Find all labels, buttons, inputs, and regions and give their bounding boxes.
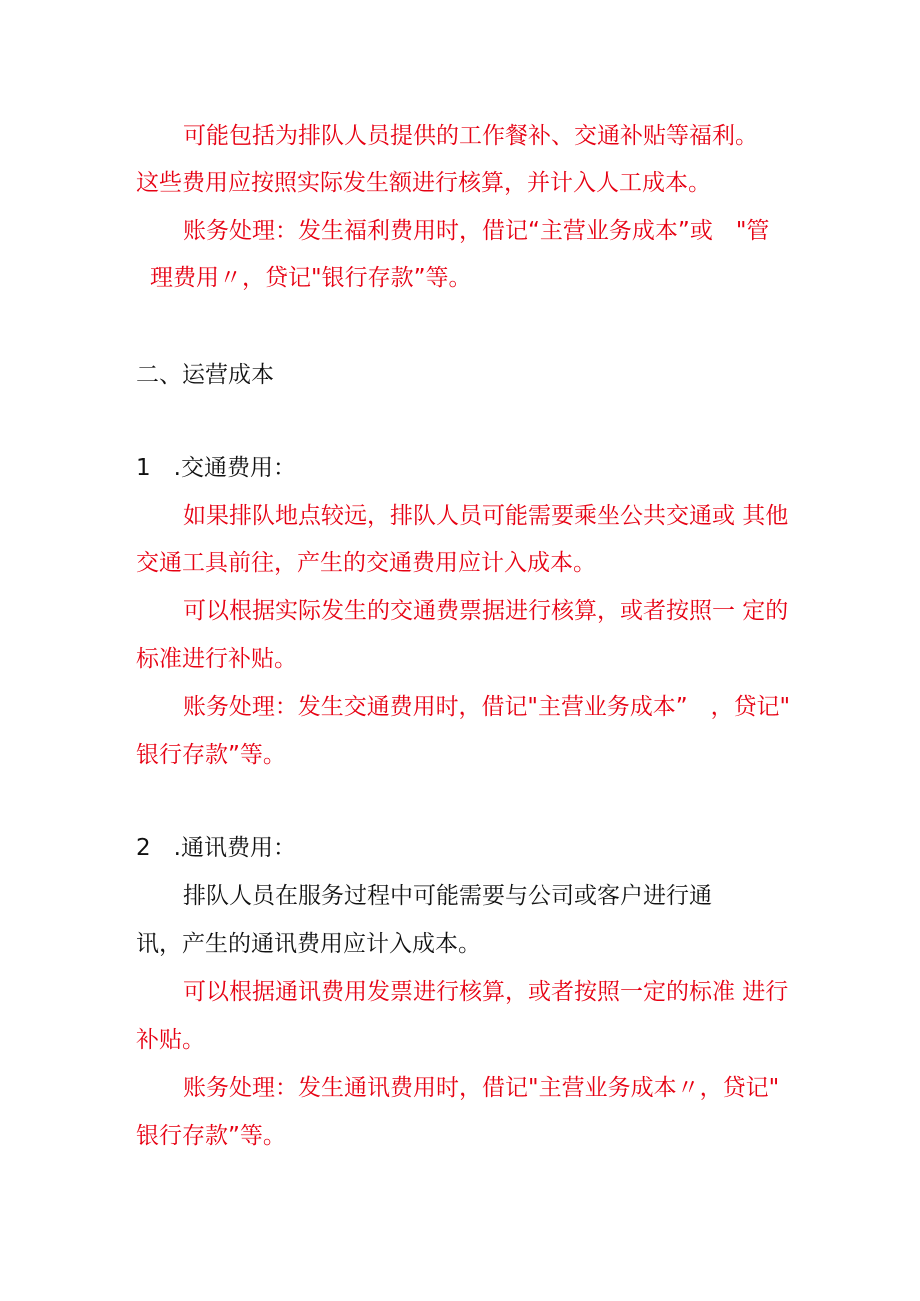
subsection-heading-communication: 2 .通讯费用： <box>136 835 296 861</box>
transport-accounting-line-2: 银行存款”等。 <box>136 742 286 768</box>
transport-desc-line-1: 如果排队地点较远，排队人员可能需要乘坐公共交通或 其他 <box>183 503 789 529</box>
welfare-accounting-line-2: 理费用〃，贷记"银行存款”等。 <box>150 265 472 291</box>
welfare-accounting-line-1: 账务处理：发生福利费用时，借记“主营业务成本”或 "管 <box>183 218 770 244</box>
communication-desc-line-1: 排队人员在服务过程中可能需要与公司或客户进行通 <box>183 883 712 909</box>
subsection-heading-transport: 1 .交通费用： <box>136 455 296 481</box>
transport-desc-line-2: 交通工具前往，产生的交通费用应计入成本。 <box>136 550 596 576</box>
welfare-desc-line-1: 可能包括为排队人员提供的工作餐补、交通补贴等福利。 <box>183 123 758 149</box>
communication-accounting-line-2: 银行存款”等。 <box>136 1123 286 1149</box>
communication-basis-line-1: 可以根据通讯费用发票进行核算，或者按照一定的标准 进行 <box>183 979 789 1005</box>
communication-accounting-line-1: 账务处理：发生通讯费用时，借记"主营业务成本〃，贷记" <box>183 1075 780 1101</box>
transport-accounting-line-1: 账务处理：发生交通费用时，借记"主营业务成本” ，贷记" <box>183 694 791 720</box>
communication-basis-line-2: 补贴。 <box>136 1027 205 1053</box>
transport-basis-line-1: 可以根据实际发生的交通费票据进行核算，或者按照一 定的 <box>183 598 789 624</box>
communication-desc-line-2: 讯，产生的通讯费用应计入成本。 <box>136 931 481 957</box>
section-heading-operating-cost: 二、运营成本 <box>136 362 274 388</box>
transport-basis-line-2: 标准进行补贴。 <box>136 646 297 672</box>
welfare-desc-line-2: 这些费用应按照实际发生额进行核算，并计入人工成本。 <box>136 170 711 196</box>
